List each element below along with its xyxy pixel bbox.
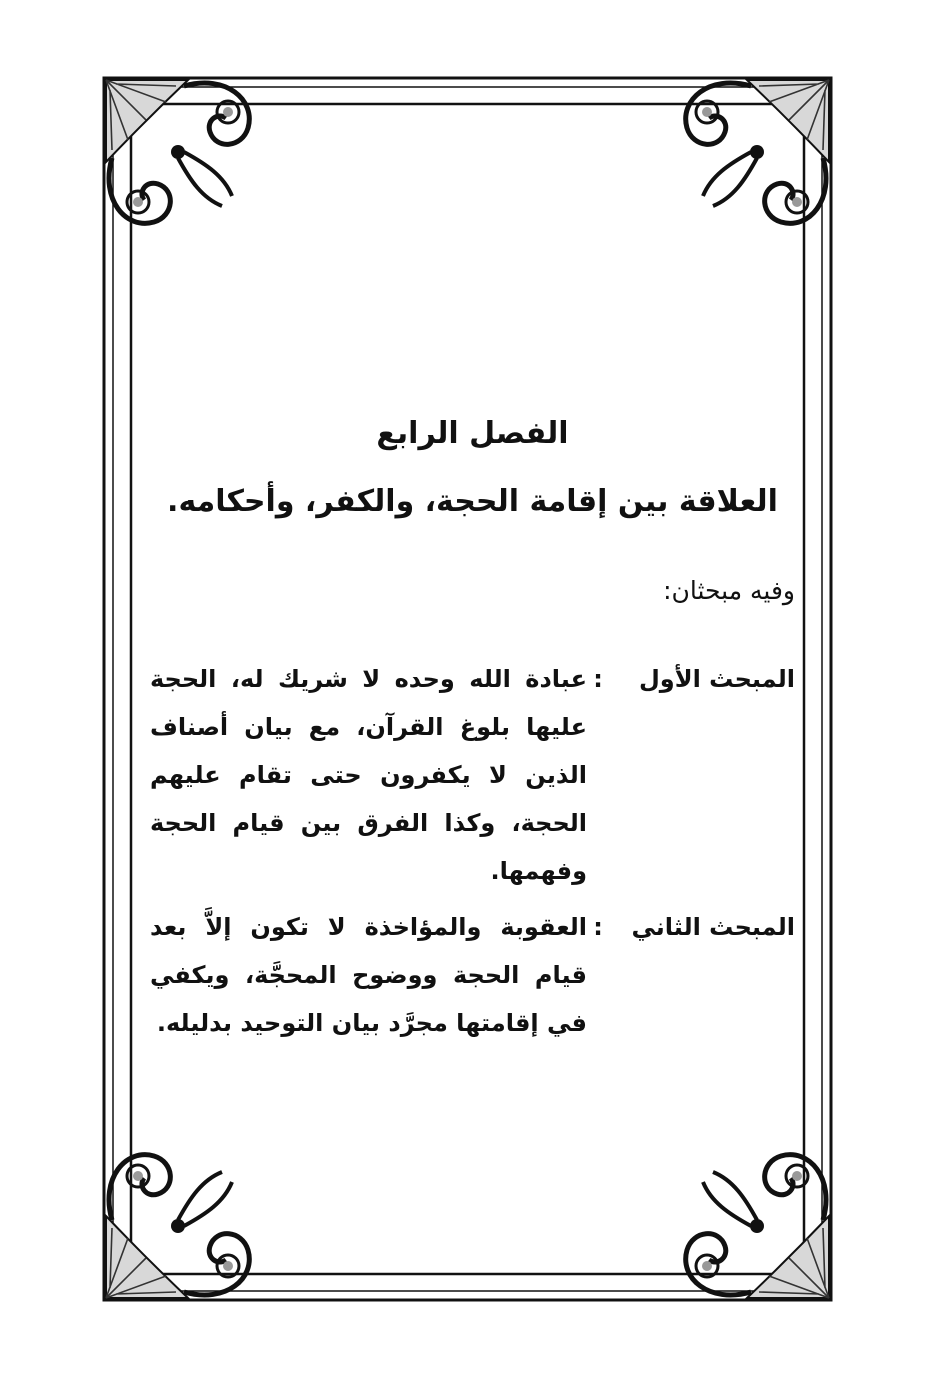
chapter-title: الفصل الرابع — [376, 416, 569, 451]
section-separator: : — [593, 665, 603, 693]
section-label: المبحث الأول — [638, 665, 795, 693]
section-second — [150, 903, 795, 1047]
section-label: المبحث الثاني — [631, 913, 795, 941]
section-first — [150, 655, 795, 895]
section-separator: : — [593, 913, 603, 941]
page-content — [150, 395, 795, 1047]
intro-line: وفيه مبحثان: — [663, 576, 795, 605]
chapter-subtitle: العلاقة بين إقامة الحجة، والكفر، وأحكامه. — [167, 484, 778, 519]
section-text: العقوبة والمؤاخذة لا تكون إلاَّ بعد قيام الحجة ووضوح المحجَّة، ويكفي في إقامتها مجرَّد بيان التوحيد بدليله. — [150, 913, 587, 1037]
section-text: عبادة الله وحده لا شريك له، الحجة عليها بلوغ القرآن، مع بيان أصناف الذين لا يكفرون حتى تقام عليهم الحجة، وكذا الفرق بين قيام الحجة وفهمها. — [150, 665, 587, 885]
